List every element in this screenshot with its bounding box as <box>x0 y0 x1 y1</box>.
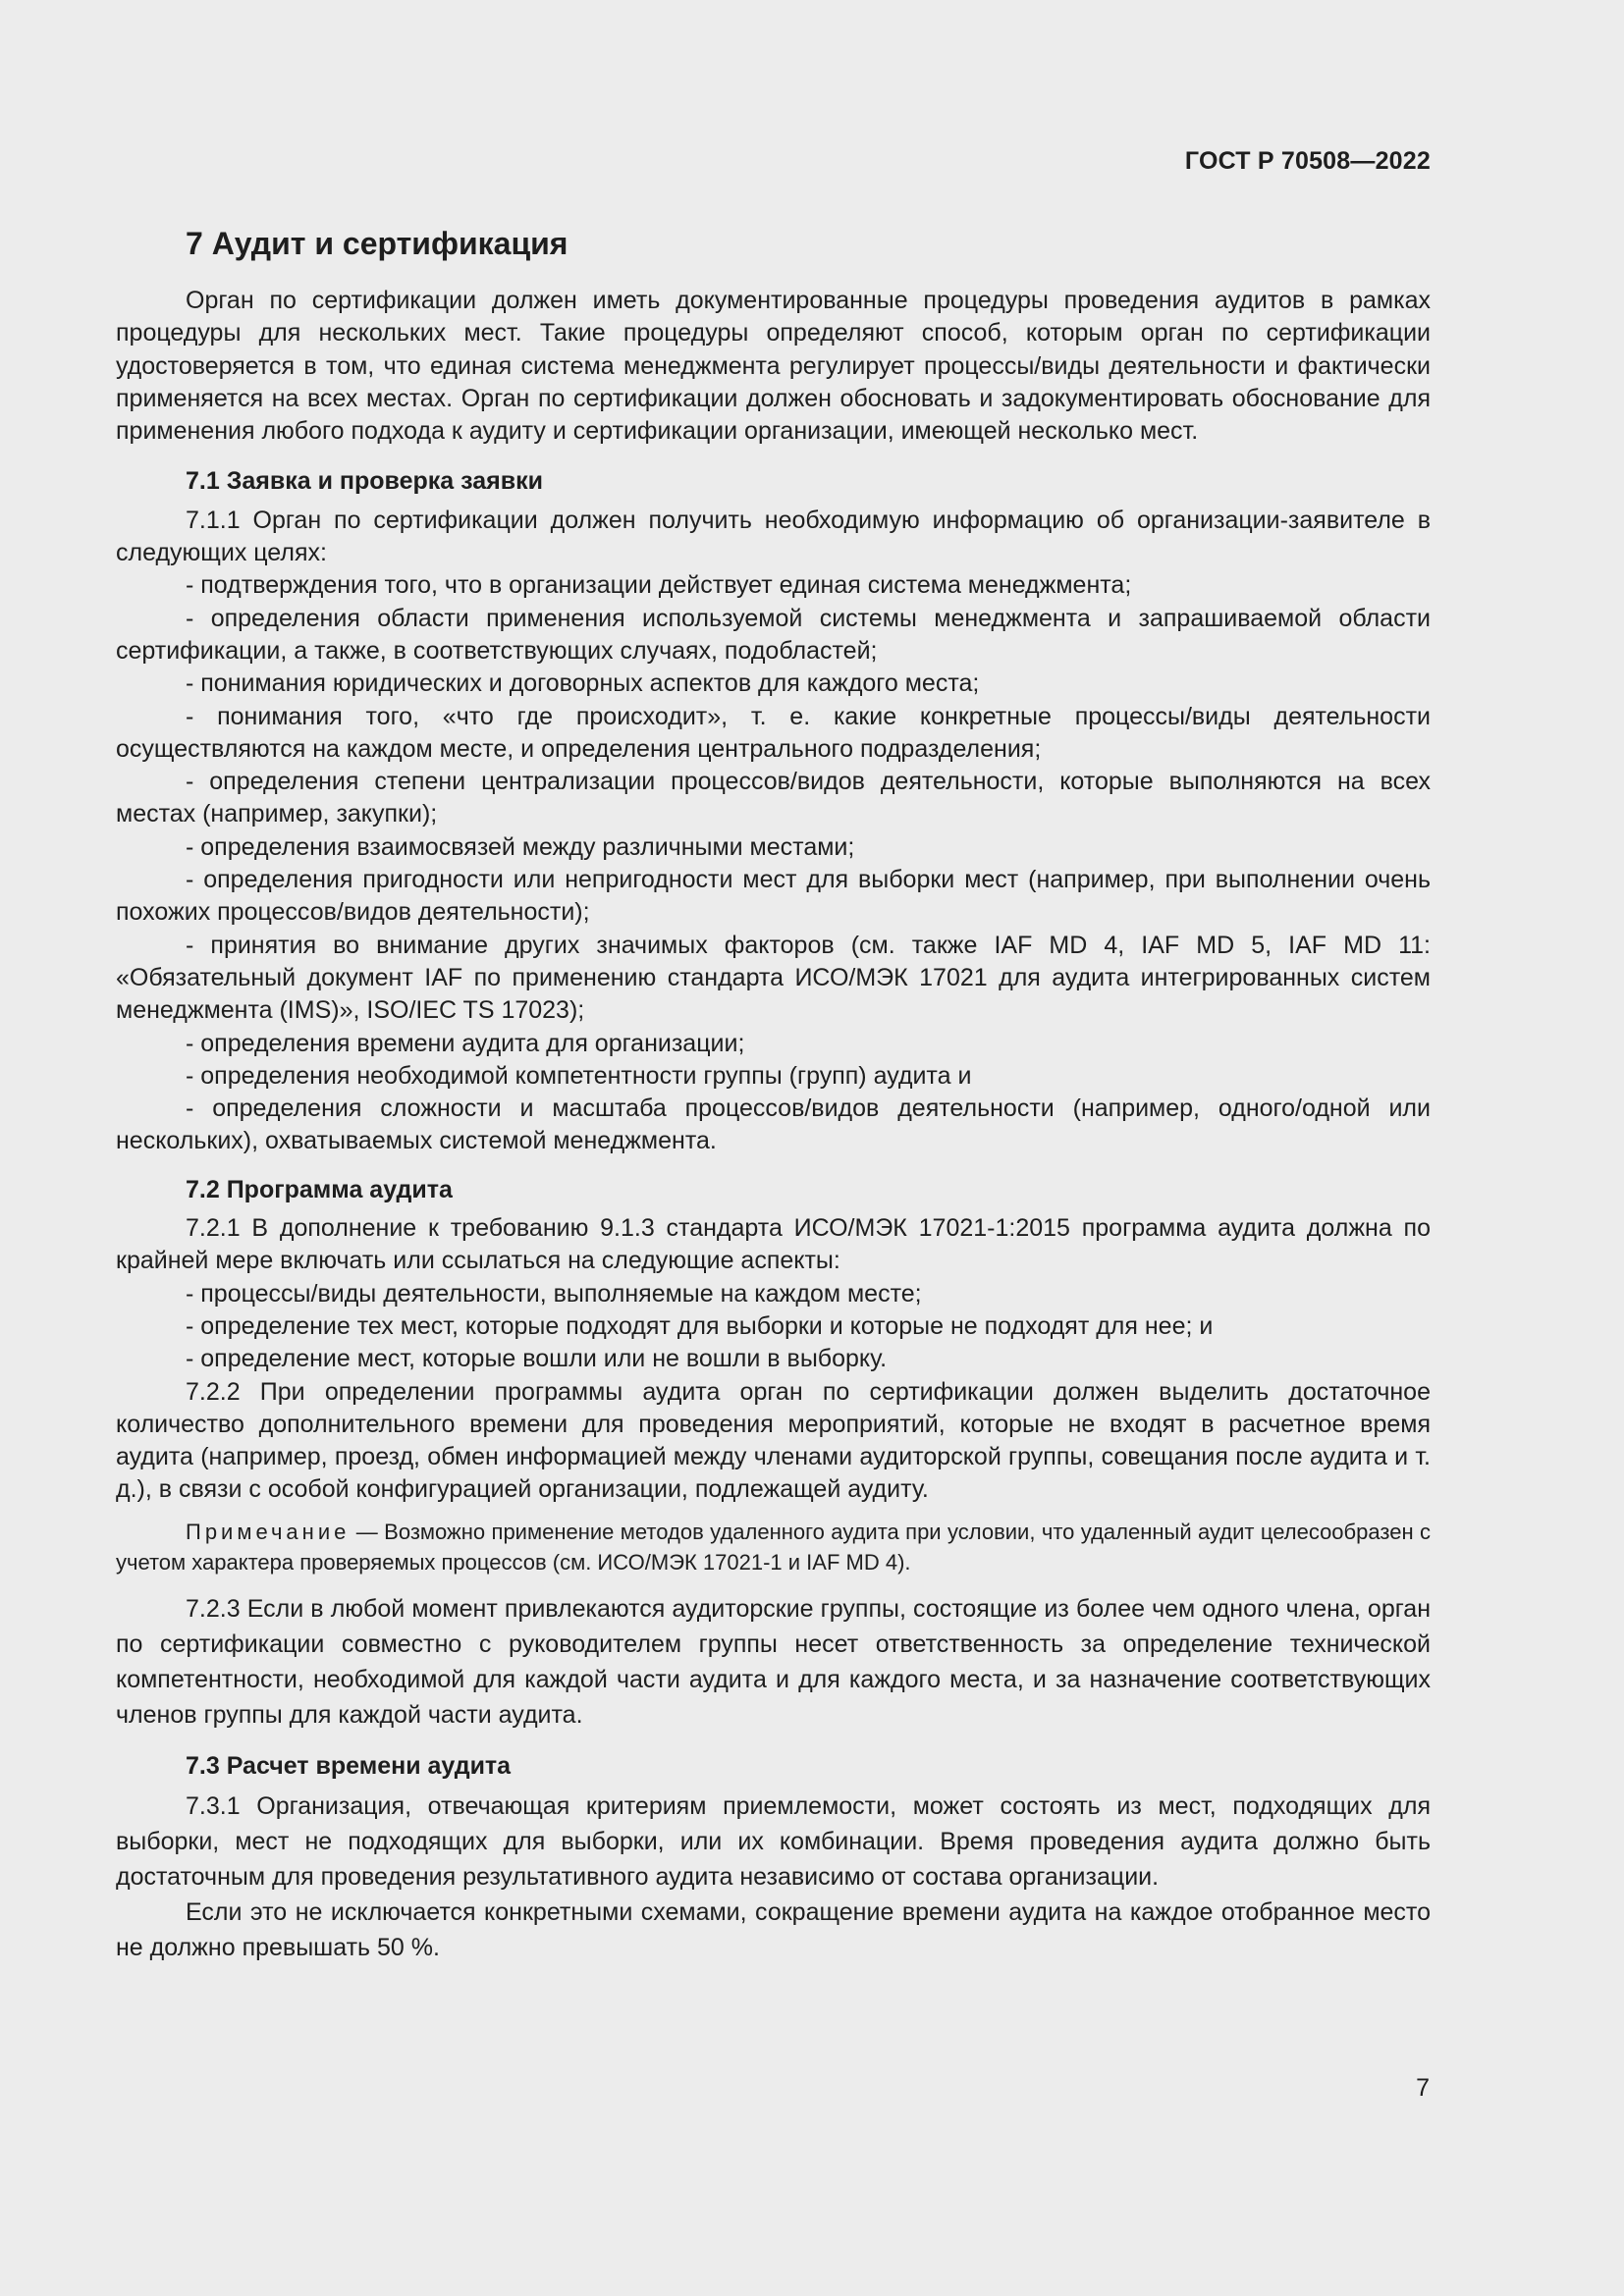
page-content <box>116 224 1431 1965</box>
list-item: - определение мест, которые вошли или не вошли в выборку. <box>186 1345 888 1373</box>
list-item: - определения пригодности или непригодности мест для выборки мест (например, при выполнении очень похожих процессов/видов деятельности); <box>116 866 1431 927</box>
paragraph-7-2-3: 7.2.3 Если в любой момент привлекаются аудиторские группы, состоящие из более чем одного члена, орган по сертификации совместно с руководителем группы несет ответственность за определение технической компетентности, необходимой для каждой части аудита и для каждого места, и за назначение соответствующих членов группы для каждой части аудита. <box>116 1594 1431 1729</box>
section-7-title: 7 Аудит и сертификация <box>186 226 568 261</box>
paragraph-7-1-1: 7.1.1 Орган по сертификации должен получить необходимую информацию об организации-заявителе в следующих целях: <box>116 506 1431 567</box>
list-item: - определения времени аудита для организации; <box>186 1029 745 1057</box>
paragraph-7-3-1: 7.3.1 Организация, отвечающая критериям приемлемости, может состоять из мест, подходящих для выборки, мест не подходящих для выборки, или их комбинации. Время проведения аудита должно быть достаточным для проведения результативного аудита независимо от состава организации. <box>116 1791 1431 1891</box>
section-7-3-title: 7.3 Расчет времени аудита <box>186 1751 512 1780</box>
list-item: - определения взаимосвязей между различными местами; <box>186 832 855 861</box>
page-number: 7 <box>1416 2074 1430 2102</box>
note-label: Примечание <box>186 1519 351 1544</box>
note <box>116 1517 1431 1577</box>
list-item: - определение тех мест, которые подходят для выборки и которые не подходят для нее; и <box>186 1311 1214 1340</box>
list-item: - понимания юридических и договорных аспектов для каждого места; <box>186 669 980 698</box>
list-item: - процессы/виды деятельности, выполняемые на каждом месте; <box>186 1279 922 1308</box>
paragraph-7-3-2: Если это не исключается конкретными схемами, сокращение времени аудита на каждое отобранное место не должно превышать 50 %. <box>116 1897 1431 1961</box>
note-text: — Возможно применение методов удаленного аудита при условии, что удаленный аудит целесообразен с учетом характера проверяемых процессов (см. ИСО/МЭК 17021-1 и IAF MD 4). <box>116 1519 1431 1575</box>
paragraph-7-2-1: 7.2.1 В дополнение к требованию 9.1.3 стандарта ИСО/МЭК 17021-1:2015 программа аудита должна по крайней мере включать или ссылаться на следующие аспекты: <box>116 1214 1431 1275</box>
list-item: - принятия во внимание других значимых факторов (см. также IAF MD 4, IAF MD 5, IAF MD 11: «Обязательный документ IAF по применению стандарта ИСО/МЭК 17021 для аудита интегрированных систем менеджмента (IMS)», ISO/IEC TS 17023); <box>116 931 1431 1025</box>
section-7-1-title: 7.1 Заявка и проверка заявки <box>186 467 543 496</box>
list-item: - определения сложности и масштаба процессов/видов деятельности (например, одного/одной или нескольких), охватываемых системой менеджмента. <box>116 1095 1431 1155</box>
list-item: - подтверждения того, что в организации действует единая система менеджмента; <box>186 571 1132 600</box>
document-code: ГОСТ Р 70508—2022 <box>1184 147 1431 175</box>
section-7-intro: Орган по сертификации должен иметь документированные процедуры проведения аудитов в рамках процедуры для нескольких мест. Такие процедуры определяют способ, которым орган по сертификации удостоверяется в том, что единая система менеджмента регулирует процессы/виды деятельности и фактически применяется на всех местах. Орган по сертификации должен обосновать и задокументировать обоснование для применения любого подхода к аудиту и сертификации организации, имеющей несколько мест. <box>116 287 1431 446</box>
list-item: - определения степени централизации процессов/видов деятельности, которые выполняются на всех местах (например, закупки); <box>116 768 1431 828</box>
list-item: - определения необходимой компетентности группы (групп) аудита и <box>186 1061 972 1090</box>
section-7-2-title: 7.2 Программа аудита <box>186 1175 453 1203</box>
list-item: - определения области применения используемой системы менеджмента и запрашиваемой области сертификации, а также, в соответствующих случаях, подобластей; <box>116 604 1431 665</box>
paragraph-7-2-2: 7.2.2 При определении программы аудита орган по сертификации должен выделить достаточное количество дополнительного времени для проведения мероприятий, которые не входят в расчетное время аудита (например, проезд, обмен информацией между членами аудиторской группы, совещания после аудита и т. д.), в связи с особой конфигурацией организации, подлежащей аудиту. <box>116 1377 1431 1504</box>
list-item: - понимания того, «что где происходит», т. е. какие конкретные процессы/виды деятельности осуществляются на каждом месте, и определения центрального подразделения; <box>116 702 1431 763</box>
